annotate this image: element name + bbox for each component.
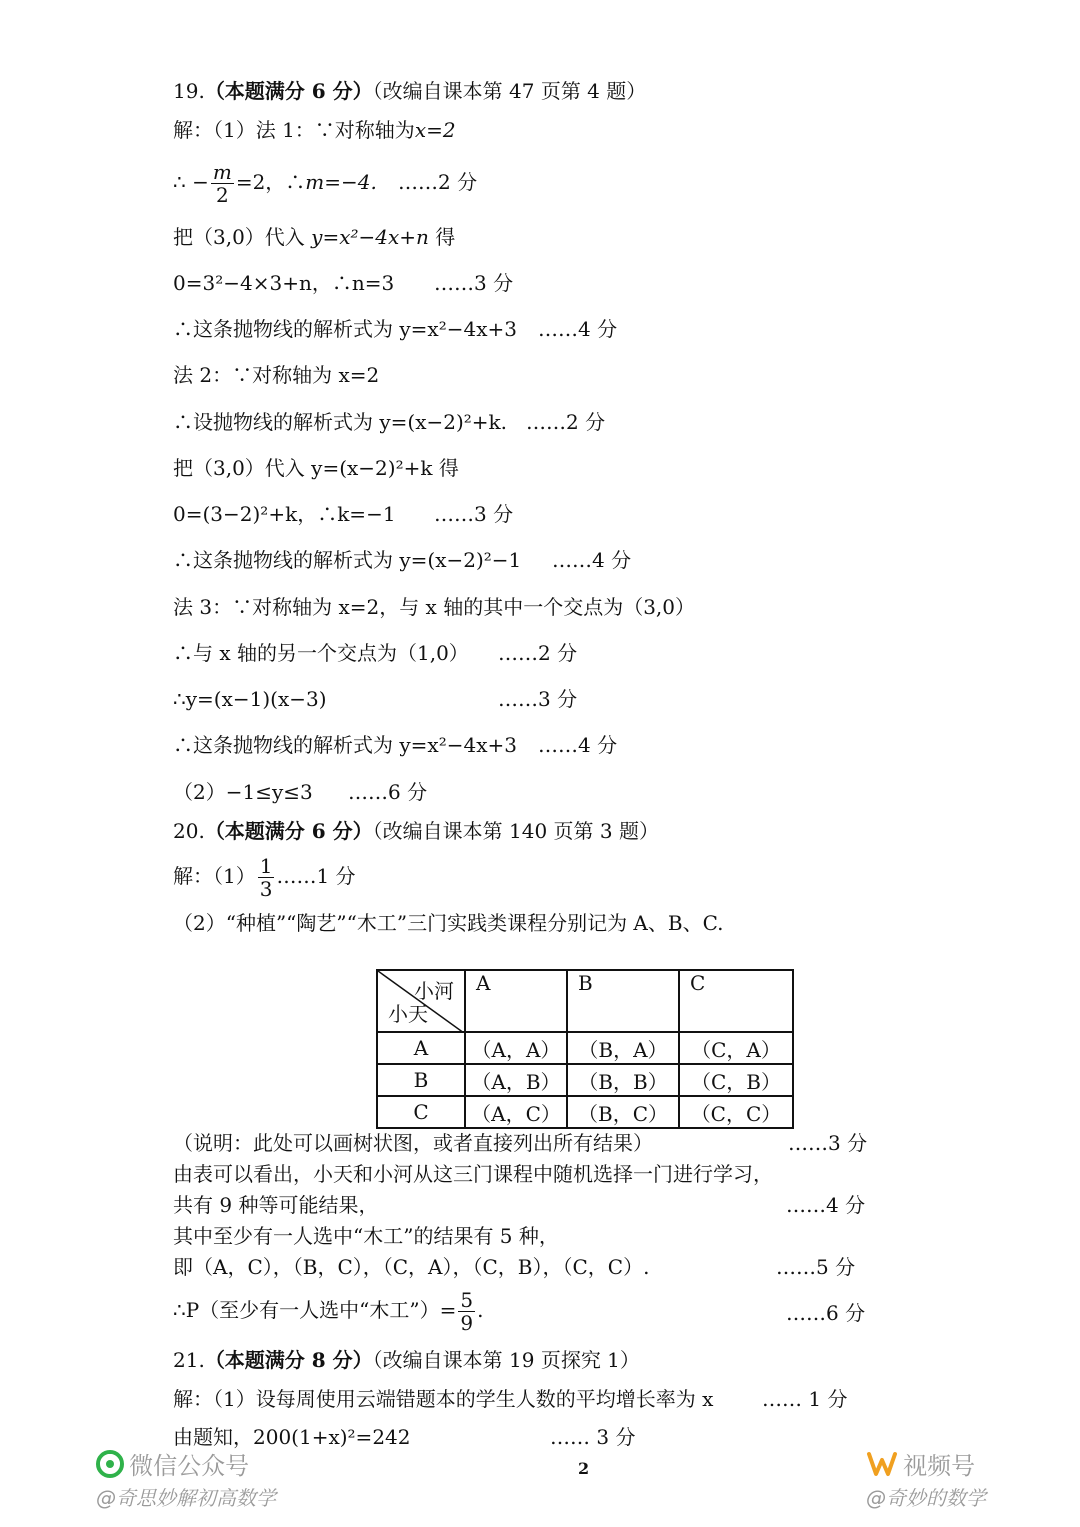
table-row: [377, 1032, 793, 1064]
fraction-1-over-3: $\frac{1}{3}$: [259, 854, 273, 901]
table-row: [377, 1096, 793, 1128]
q19-line-3: 把（3,0）代入 y=x²−4x+n 得: [173, 225, 456, 249]
table-cell: （C，B）: [679, 1064, 793, 1096]
q19-score-3b: ……3 分: [434, 502, 514, 526]
q19-line-5: ∴这条抛物线的解析式为 y=x²−4x+3: [173, 317, 517, 341]
q20-line-3: 由表可以看出，小天和小河从这三门课程中随机选择一门进行学习，: [173, 1162, 773, 1186]
q19-score-4b: ……4 分: [552, 548, 632, 572]
q19-points: （本题满分 6 分）: [204, 79, 373, 103]
q20-note: （说明：此处可以画树状图，或者直接列出所有结果）: [173, 1131, 653, 1155]
table-cell: （B，B）: [567, 1064, 679, 1096]
q21-source: （改编自课本第 19 页探究 1）: [372, 1348, 640, 1372]
video-label: 视频号: [903, 1452, 976, 1480]
table-cell: （A，B）: [465, 1064, 567, 1096]
table-cell: （B，C）: [567, 1096, 679, 1128]
q20-points: （本题满分 6 分）: [204, 819, 373, 843]
q20-score-4: ……4 分: [786, 1193, 866, 1217]
table-cell: （C，A）: [679, 1032, 793, 1064]
q20-line-1: 解：（1） $\frac{1}{3}$ ……1 分: [173, 854, 356, 901]
video-channel-logo-icon: [866, 1450, 898, 1478]
q20-line-2: （2）“种植”“陶艺”“木工”三门实践类课程分别记为 A、B、C.: [173, 911, 724, 935]
q21-line-1: 解：（1）设每周使用云端错题本的学生人数的平均增长率为 x: [173, 1387, 714, 1411]
q19-score-2b: ……2 分: [526, 410, 606, 434]
row-header: C: [377, 1096, 465, 1128]
col-header-a: A: [465, 970, 567, 1032]
q20-score-3: ……3 分: [788, 1131, 868, 1155]
row-header: B: [377, 1064, 465, 1096]
q19-line-7: ∴设抛物线的解析式为 y=(x−2)²+k.: [173, 410, 508, 434]
col-header-b: B: [567, 970, 679, 1032]
corner-label-bottom: 小天: [388, 1002, 428, 1026]
video-handle: @奇妙的数学: [866, 1486, 986, 1510]
q19-line-15: （2）−1≤y≤3: [173, 780, 313, 804]
video-watermark: [866, 1446, 975, 1481]
table-cell: （C，C）: [679, 1096, 793, 1128]
q19-source: （改编自课本第 47 页第 4 题）: [372, 79, 647, 103]
q20-source: （改编自课本第 140 页第 3 题）: [372, 819, 659, 843]
q19-line-8: 把（3,0）代入 y=(x−2)²+k 得: [173, 456, 459, 480]
col-header-c: C: [679, 970, 793, 1032]
q19-score-4: ……4 分: [538, 317, 618, 341]
q19-line-4: 0=3²−4×3+n，∴n=3: [173, 271, 395, 295]
corner-label-top: 小河: [414, 979, 454, 1003]
table-corner-cell: [377, 970, 465, 1032]
row-header: A: [377, 1032, 465, 1064]
q19-score-2c: ……2 分: [498, 641, 578, 665]
q21-title: [173, 1347, 640, 1373]
q21-points: （本题满分 8 分）: [204, 1348, 373, 1372]
q19-score-4c: ……4 分: [538, 733, 618, 757]
page-number: 2: [578, 1459, 590, 1478]
table-cell: （B，A）: [567, 1032, 679, 1064]
q20-number: 20.: [173, 819, 205, 843]
q20-line-5: 其中至少有一人选中“木工”的结果有 5 种，: [173, 1224, 559, 1248]
fraction-m-over-2: $\frac{m}{2}$: [212, 160, 232, 207]
q20-line-7: ∴P（至少有一人选中“木工”）= $\frac{5}{9}$ .: [173, 1288, 484, 1335]
wechat-watermark: [96, 1446, 249, 1481]
table-cell: （A，C）: [465, 1096, 567, 1128]
table-cell: （A，A）: [465, 1032, 567, 1064]
q20-line-4: 共有 9 种等可能结果，: [173, 1193, 379, 1217]
wechat-handle: @奇思妙解初高数学: [96, 1486, 276, 1510]
table-row: [377, 1064, 793, 1096]
wechat-logo-icon: [96, 1450, 124, 1478]
q19-score-3c: ……3 分: [498, 687, 578, 711]
q19-line-12: ∴与 x 轴的另一个交点为（1,0）: [173, 641, 469, 665]
q19-line-11: 法 3：∵对称轴为 x=2，与 x 轴的其中一个交点为（3,0）: [173, 595, 696, 619]
q19-line-2: ∴ − $\frac{m}{2}$ =2，∴m=−4.: [173, 160, 377, 207]
q20-score-6: ……6 分: [786, 1301, 866, 1325]
q19-line-1: 解：（1）法 1：∵对称轴为x=2: [173, 118, 456, 142]
q21-number: 21.: [173, 1348, 205, 1372]
q20-title: [173, 818, 659, 844]
q19-line-6: 法 2：∵对称轴为 x=2: [173, 363, 380, 387]
outcome-table: [376, 969, 794, 1129]
q21-line-2: 由题知，200(1+x)²=242: [173, 1425, 411, 1449]
q20-score-5: ……5 分: [776, 1255, 856, 1279]
q19-line-9: 0=(3−2)²+k，∴k=−1: [173, 502, 396, 526]
q21-score-1: …… 1 分: [762, 1387, 848, 1411]
q19-score-2: ……2 分: [398, 170, 478, 194]
fraction-5-over-9: $\frac{5}{9}$: [460, 1288, 474, 1335]
q19-title: [173, 78, 646, 104]
q21-score-3: …… 3 分: [550, 1425, 636, 1449]
q19-line-14: ∴这条抛物线的解析式为 y=x²−4x+3: [173, 733, 517, 757]
q19-line-10: ∴这条抛物线的解析式为 y=(x−2)²−1: [173, 548, 522, 572]
q19-line-13: ∴y=(x−1)(x−3): [173, 687, 327, 711]
q19-score-6: ……6 分: [348, 780, 428, 804]
wechat-label: 微信公众号: [129, 1452, 250, 1480]
q19-score-3: ……3 分: [434, 271, 514, 295]
q19-number: 19.: [173, 79, 205, 103]
q20-line-6: 即（A，C），（B，C），（C，A），（C，B），（C，C）.: [173, 1255, 650, 1279]
